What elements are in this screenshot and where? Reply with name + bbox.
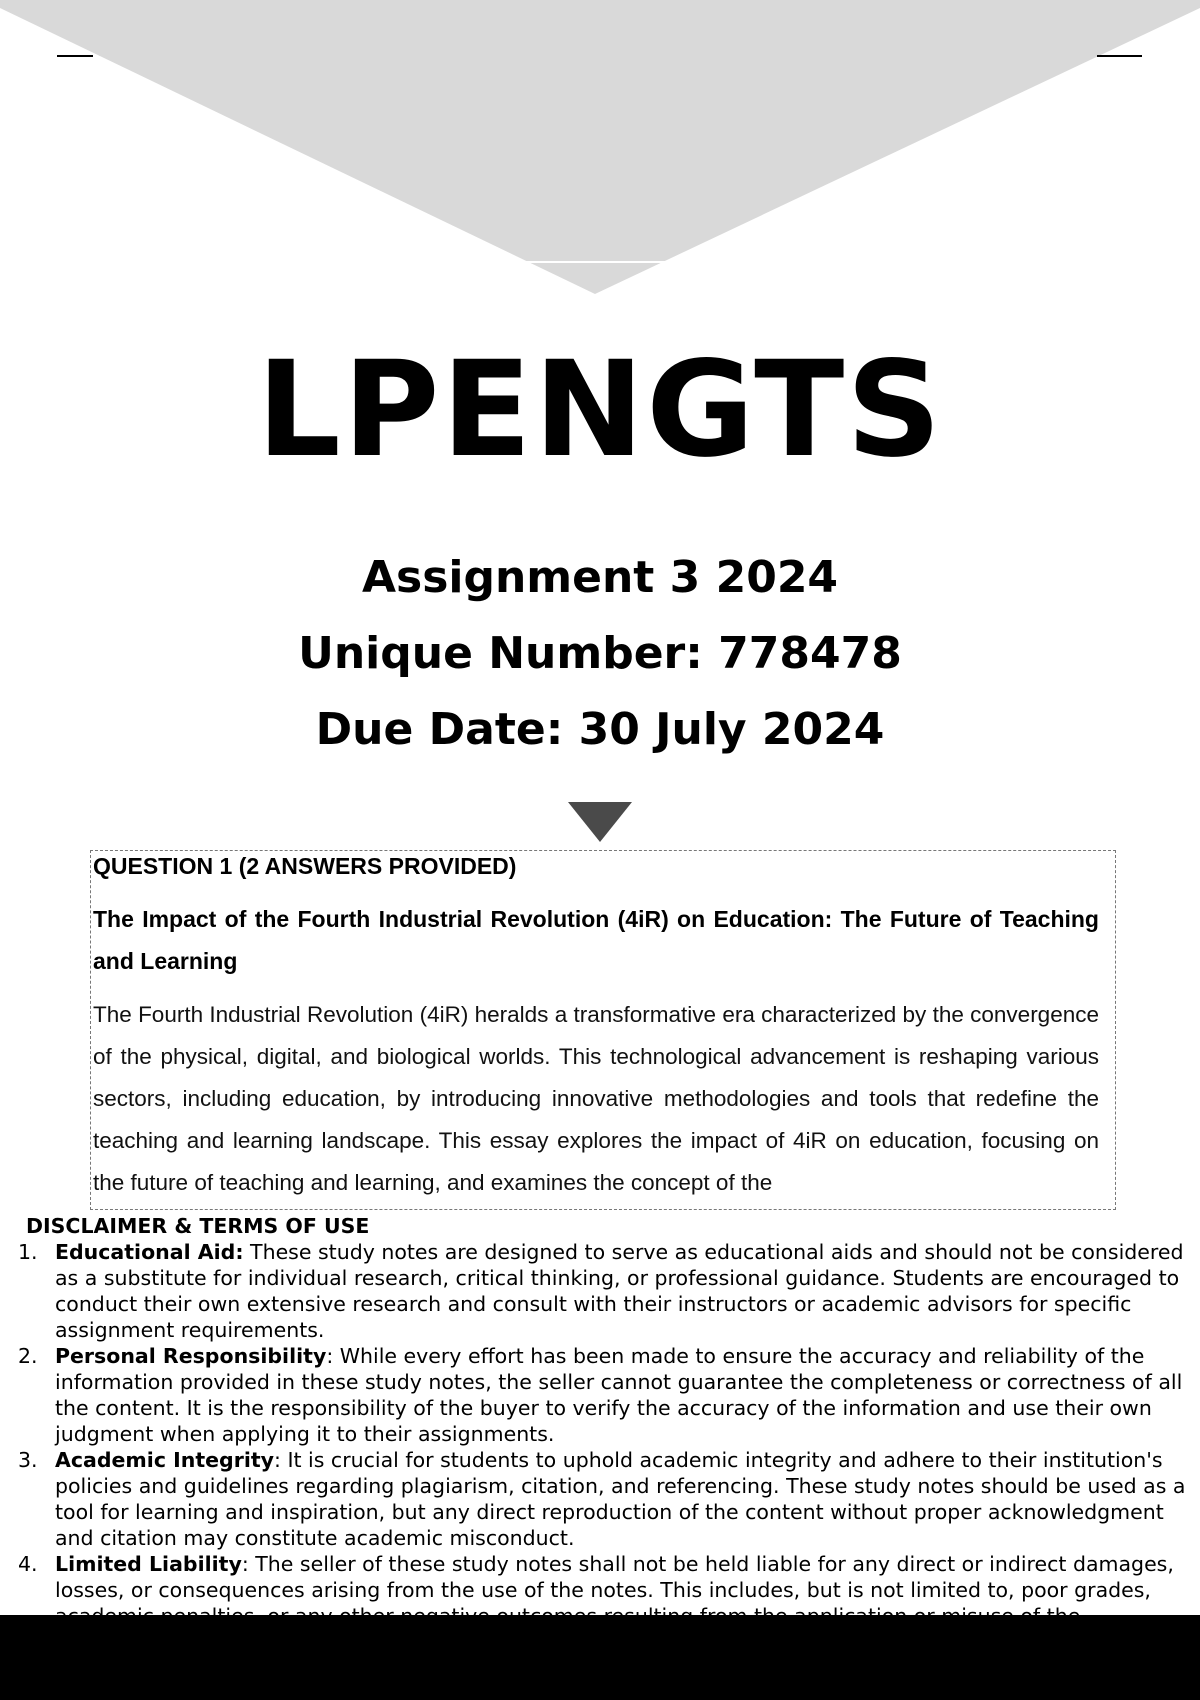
assignment-label: Assignment 3 2024 [361, 552, 839, 603]
footer-black-bar [0, 1615, 1200, 1700]
assignment-meta [0, 540, 1200, 768]
essay-title: The Impact of the Fourth Industrial Revolution (4iR) on Education: The Future of Teaching and Learning [93, 906, 1099, 974]
terms-list [14, 1239, 1186, 1655]
header-chevron-banner [0, 0, 1200, 300]
terms-item-term: Educational Aid: [55, 1240, 244, 1264]
terms-item [14, 1343, 1186, 1447]
terms-item-term: Academic Integrity [55, 1448, 275, 1472]
terms-item-text: : It is crucial for students to uphold academic integrity and adhere to their institution's policies and guidelines regarding plagiarism, citation, and referencing. These study notes should be used as a tool for learning and inspiration, but any direct reproduction of the content without proper acknowledgment and citation may constitute academic misconduct. [55, 1448, 1186, 1550]
terms-item [14, 1447, 1186, 1551]
due-date: Due Date: 30 July 2024 [315, 704, 885, 755]
terms-item-number: 3. [18, 1448, 38, 1472]
essay-body: The Fourth Industrial Revolution (4iR) heralds a transformative era characterized by the convergence of the physical, digital, and biological worlds. This technological advancement is reshaping various sectors, including education, by introducing innovative methodologies and tools that redefine the teaching and learning landscape. This essay explores the impact of 4iR on education, focusing on the future of teaching and learning, and examines the concept of the [93, 1002, 1099, 1195]
terms-item-text: : While every effort has been made to ensure the accuracy and reliability of the information provided in these study notes, the seller cannot guarantee the completeness or correctness of all the content. It is the responsibility of the buyer to verify the accuracy of the information and use their own judgment when applying it to their assignments. [55, 1344, 1183, 1446]
banner-chevron-shape [0, 0, 1200, 294]
terms-item-number: 2. [18, 1344, 38, 1368]
terms-item-number: 1. [18, 1240, 38, 1264]
disclaimer-heading: DISCLAIMER & TERMS OF USE [26, 1214, 370, 1238]
terms-item-term: Limited Liability [55, 1552, 242, 1576]
question-preview-box [90, 850, 1116, 1210]
terms-item [14, 1239, 1186, 1343]
course-code-title: LPENGTS [256, 333, 944, 487]
down-triangle-icon [0, 800, 1200, 846]
terms-item-text: These study notes are designed to serve as educational aids and should not be considered as a substitute for individual research, critical thinking, or professional guidance. Students are encouraged to conduct their own extensive research and consult with their instructors or academic advisors for specific assignment requirements. [55, 1240, 1184, 1342]
question-heading: QUESTION 1 (2 ANSWERS PROVIDED) [93, 853, 517, 879]
unique-number: Unique Number: 778478 [298, 628, 902, 679]
terms-item-term: Personal Responsibility [55, 1344, 327, 1368]
disclaimer-section [14, 1213, 1186, 1655]
terms-item-number: 4. [18, 1552, 38, 1576]
title-block [0, 330, 1200, 490]
terms-item-text: : The seller of these study notes shall not be held liable for any direct or indirect damages, losses, or consequences arising from the use of the notes. This includes, but is not limited to, poor grades, [55, 1552, 1174, 1602]
